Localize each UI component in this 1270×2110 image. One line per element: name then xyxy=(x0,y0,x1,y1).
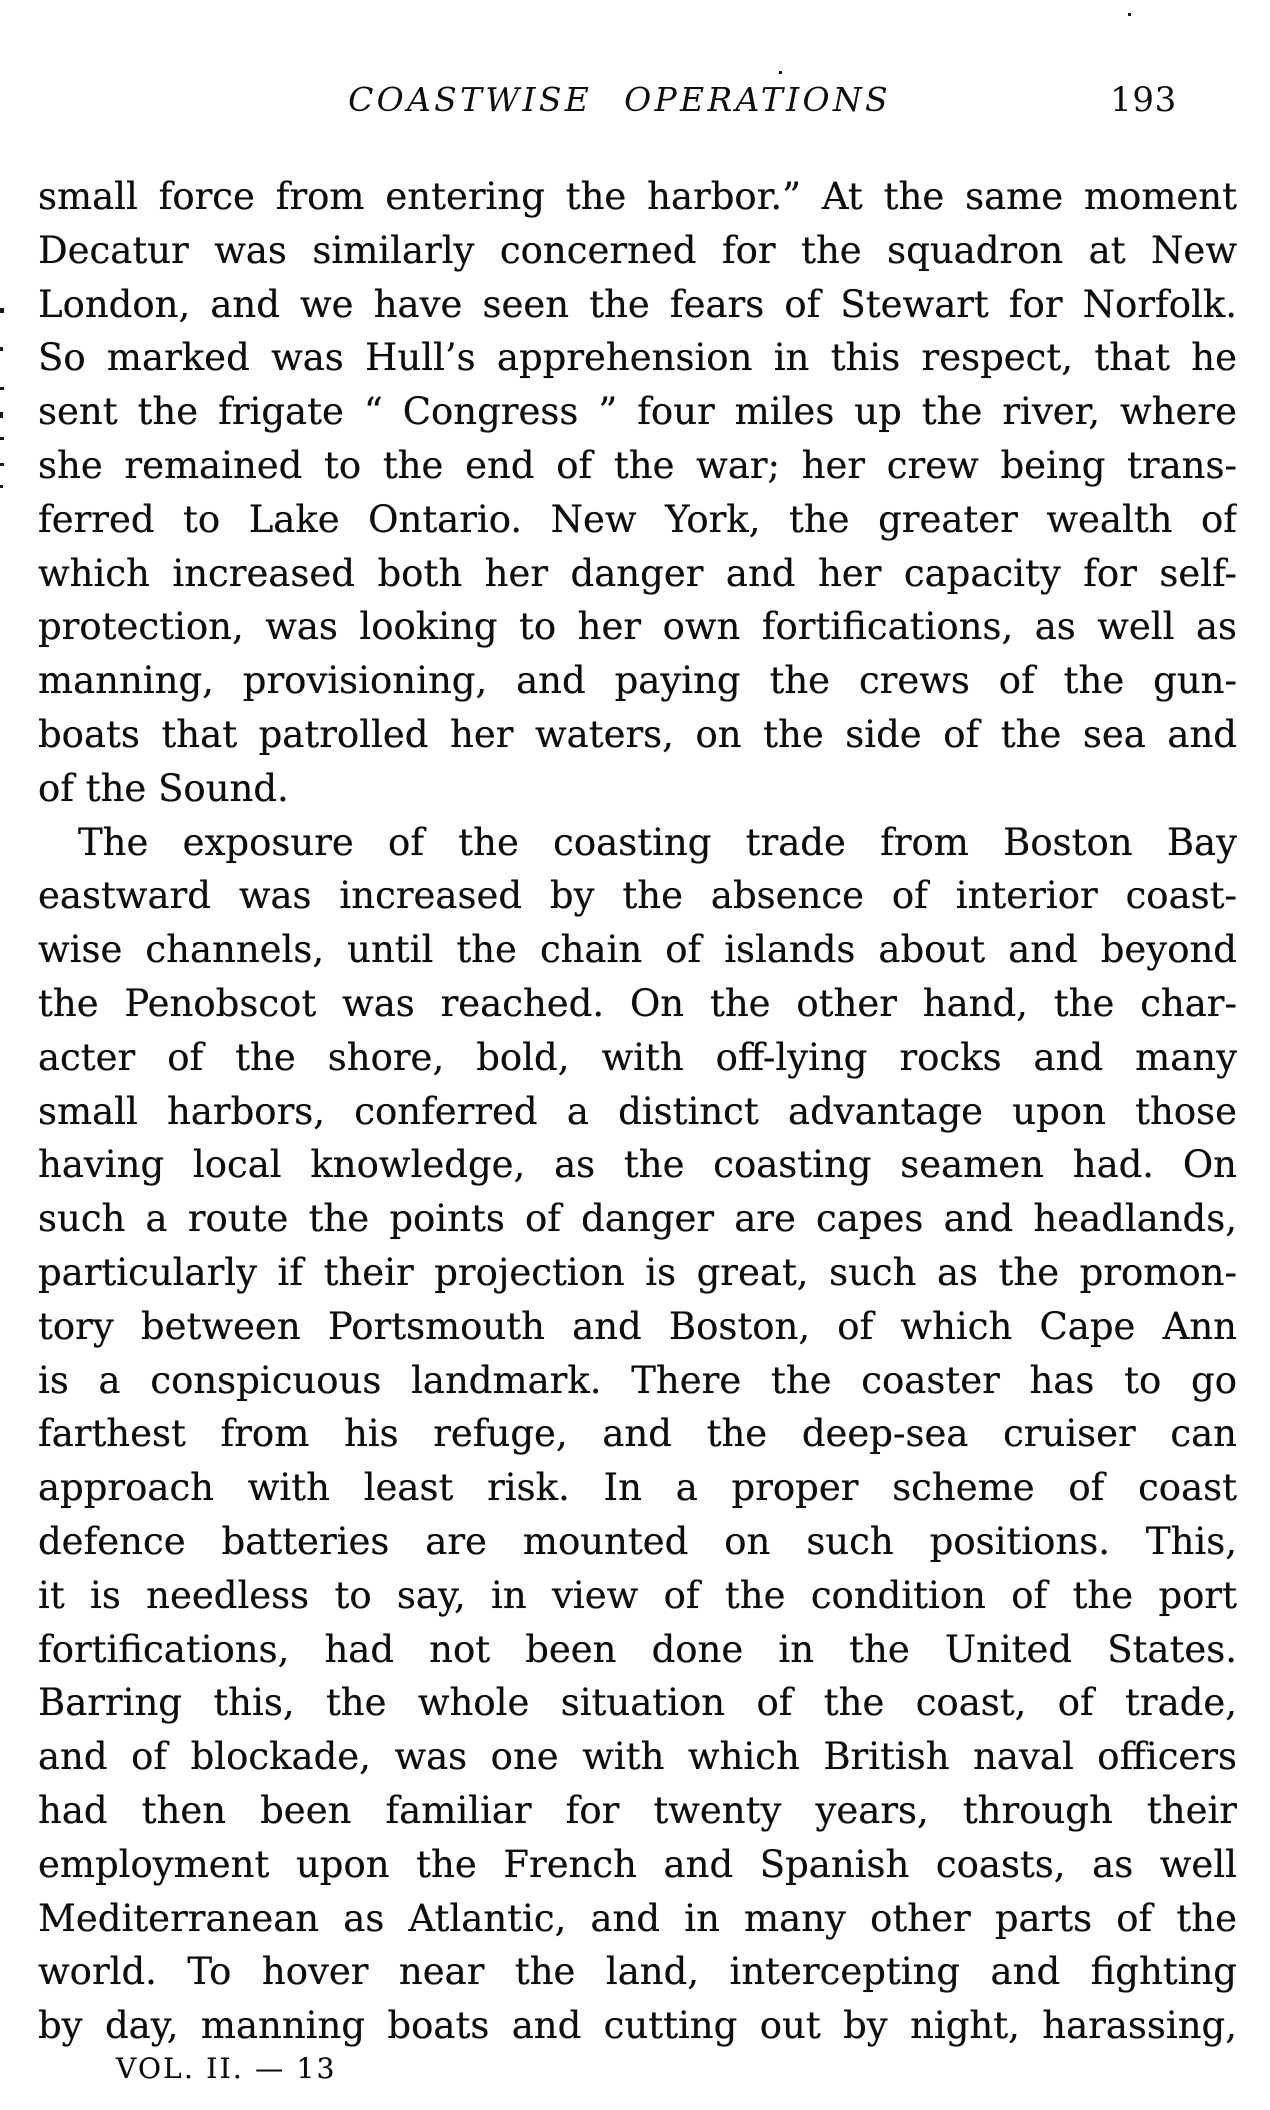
text-line: having local knowledge, as the coasting seamen had. On xyxy=(38,1143,1237,1187)
scan-speck xyxy=(1128,13,1131,16)
text-line: the Penobscot was reached. On the other hand, the char- xyxy=(38,981,1237,1025)
text-line: defence batteries are mounted on such positions. This, xyxy=(38,1519,1237,1563)
scan-speck xyxy=(0,387,4,390)
text-line: protection, was looking to her own fortifications, as well as xyxy=(38,605,1237,649)
page-number: 193 xyxy=(1110,80,1177,120)
text-line: is a conspicuous landmark. There the coaster has to go xyxy=(38,1358,1237,1402)
text-line: wise channels, until the chain of islands about and beyond xyxy=(38,928,1237,972)
text-line: it is needless to say, in view of the condition of the port xyxy=(38,1573,1237,1617)
scan-speck xyxy=(0,347,3,351)
text-line: small force from entering the harbor.” At the same moment xyxy=(38,175,1237,218)
text-line: manning, provisioning, and paying the crews of the gun- xyxy=(38,659,1237,703)
text-line: ferred to Lake Ontario. New York, the greater wealth of xyxy=(38,497,1237,541)
text-line: of the Sound. xyxy=(38,766,289,810)
text-line: which increased both her danger and her capacity for self- xyxy=(38,551,1237,595)
text-line: Barring this, the whole situation of the coast, of trade, xyxy=(38,1681,1237,1725)
scan-speck xyxy=(779,71,782,74)
text-line: small harbors, conferred a distinct advantage upon those xyxy=(38,1089,1237,1133)
volume-signature: VOL. II. — 13 xyxy=(116,2052,337,2085)
text-line: So marked was Hull’s apprehension in this respect, that he xyxy=(38,336,1237,380)
text-line: farthest from his refuge, and the deep-sea cruiser can xyxy=(38,1412,1237,1456)
text-line: Decatur was similarly concerned for the squadron at New xyxy=(38,228,1237,272)
text-line: fortifications, had not been done in the United States. xyxy=(38,1627,1237,1671)
paragraph-2 xyxy=(38,816,1237,2053)
text-line: by day, manning boats and cutting out by night, harassing, xyxy=(38,2004,1237,2048)
text-line: world. To hover near the land, intercepting and fighting xyxy=(38,1950,1237,1994)
text-line: tory between Portsmouth and Boston, of which Cape Ann xyxy=(38,1304,1237,1348)
text-line: acter of the shore, bold, with off-lying rocks and many xyxy=(38,1035,1237,1079)
text-line: boats that patrolled her waters, on the side of the sea and xyxy=(38,712,1237,756)
text-line: such a route the points of danger are capes and headlands, xyxy=(38,1197,1237,1241)
running-header xyxy=(38,80,1237,124)
scan-speck xyxy=(0,412,3,418)
text-line: and of blockade, was one with which British naval officers xyxy=(38,1735,1237,1779)
running-header-title: COASTWISE OPERATIONS xyxy=(348,80,891,119)
text-line: sent the frigate “ Congress ” four miles up the river, where xyxy=(38,390,1237,434)
text-line: particularly if their projection is great, such as the promon- xyxy=(38,1250,1237,1294)
text-line: eastward was increased by the absence of interior coast- xyxy=(38,874,1237,918)
body-text xyxy=(38,170,1237,2053)
scan-speck xyxy=(0,463,4,466)
text-line: London, and we have seen the fears of Stewart for Norfolk. xyxy=(38,282,1237,326)
scan-speck xyxy=(0,485,3,488)
paragraph-1 xyxy=(38,170,1237,816)
text-line: she remained to the end of the war; her crew being trans- xyxy=(38,443,1237,487)
text-line: had then been familiar for twenty years, through their xyxy=(38,1788,1237,1832)
text-line: Mediterranean as Atlantic, and in many other parts of the xyxy=(38,1896,1237,1940)
text-line: The exposure of the coasting trade from Boston Bay xyxy=(78,820,1237,864)
scan-speck xyxy=(0,308,4,313)
scan-speck xyxy=(0,437,4,440)
text-line: approach with least risk. In a proper scheme of coast xyxy=(38,1466,1237,1510)
text-line: employment upon the French and Spanish coasts, as well xyxy=(38,1842,1237,1886)
